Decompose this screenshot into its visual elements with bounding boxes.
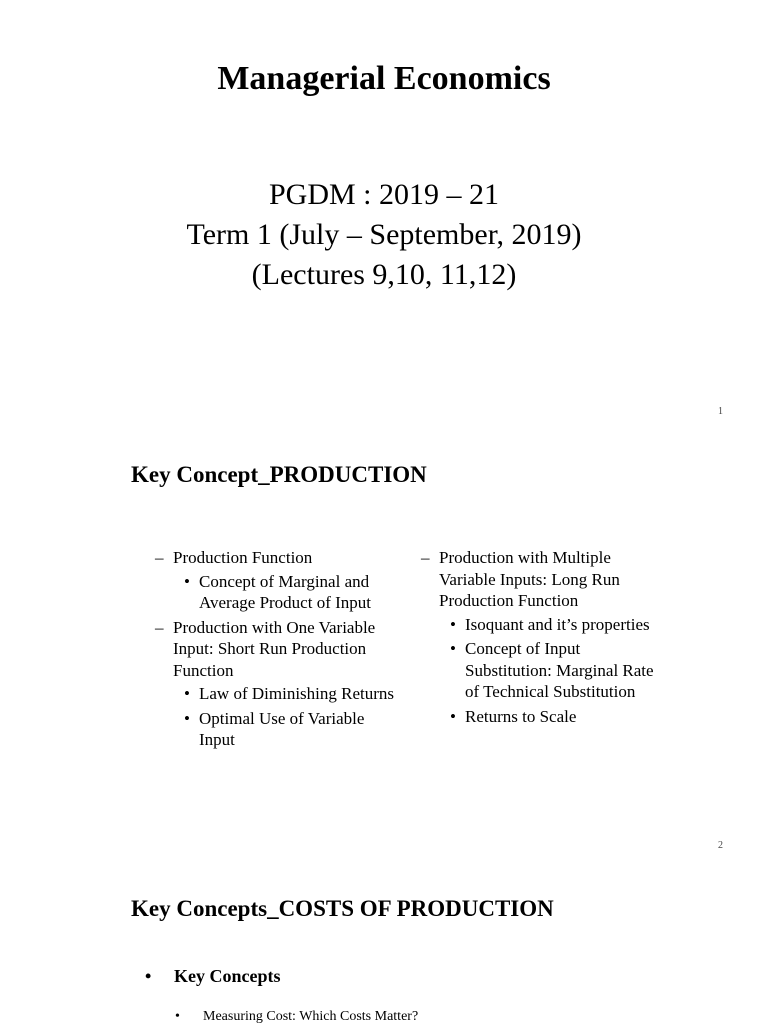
list-item [421, 547, 661, 612]
dash-marker: – [155, 548, 164, 567]
slide1-page-number: 1 [718, 406, 723, 417]
list-item-text: Concept of Input Substitution: Marginal Rate of Technical Substitution [465, 639, 654, 701]
list-item-text: Returns to Scale [465, 706, 577, 726]
bullet-marker: • [450, 614, 456, 634]
list-item-text: Optimal Use of Variable Input [199, 708, 365, 749]
slide1-lectures-line: (Lectures 9,10, 11,12) [251, 258, 517, 291]
slide1-title: Managerial Economics [217, 60, 551, 97]
bullet-marker: • [450, 639, 456, 658]
list-item [155, 708, 395, 751]
list-item [421, 614, 661, 636]
list-item [155, 683, 395, 705]
slide1-program-line: PGDM : 2019 – 21 [268, 178, 500, 211]
list-item [421, 706, 661, 728]
slide2-heading: Key Concept_PRODUCTION [131, 462, 427, 487]
bullet-marker: • [184, 571, 190, 591]
list-item-text: Production with Multiple Variable Inputs: Long Run Production Function [439, 548, 620, 610]
slide2-page-number: 2 [718, 840, 723, 851]
dash-marker: – [155, 617, 164, 637]
bullet-marker: • [145, 966, 152, 986]
list-item [421, 638, 661, 703]
bullet-marker: • [450, 706, 456, 726]
slide3-bullet-measuring-cost: Measuring Cost: Which Costs Matter? [203, 1009, 419, 1024]
list-item-text: Production with One Variable Input: Short Run Production Function [173, 617, 376, 680]
list-item [155, 571, 395, 614]
list-item [155, 617, 395, 682]
dash-marker: – [421, 548, 430, 567]
list-item-text: Production Function [173, 548, 313, 567]
slide3-heading: Key Concepts_COSTS OF PRODUCTION [131, 896, 554, 921]
list-item [155, 547, 395, 569]
slide2-left-column [155, 547, 395, 754]
bullet-marker: • [184, 708, 190, 728]
list-item-text: Isoquant and it’s properties [465, 614, 650, 634]
slide2-right-column [421, 547, 661, 730]
bullet-marker: • [184, 684, 190, 703]
slide3-bullet-key-concepts: Key Concepts [174, 966, 281, 986]
bullet-marker: • [175, 1009, 180, 1024]
list-item-text: Law of Diminishing Returns [199, 684, 395, 703]
slide1-term-line: Term 1 (July – September, 2019) [186, 218, 582, 251]
list-item-text: Concept of Marginal and Average Product of Input [199, 571, 371, 612]
